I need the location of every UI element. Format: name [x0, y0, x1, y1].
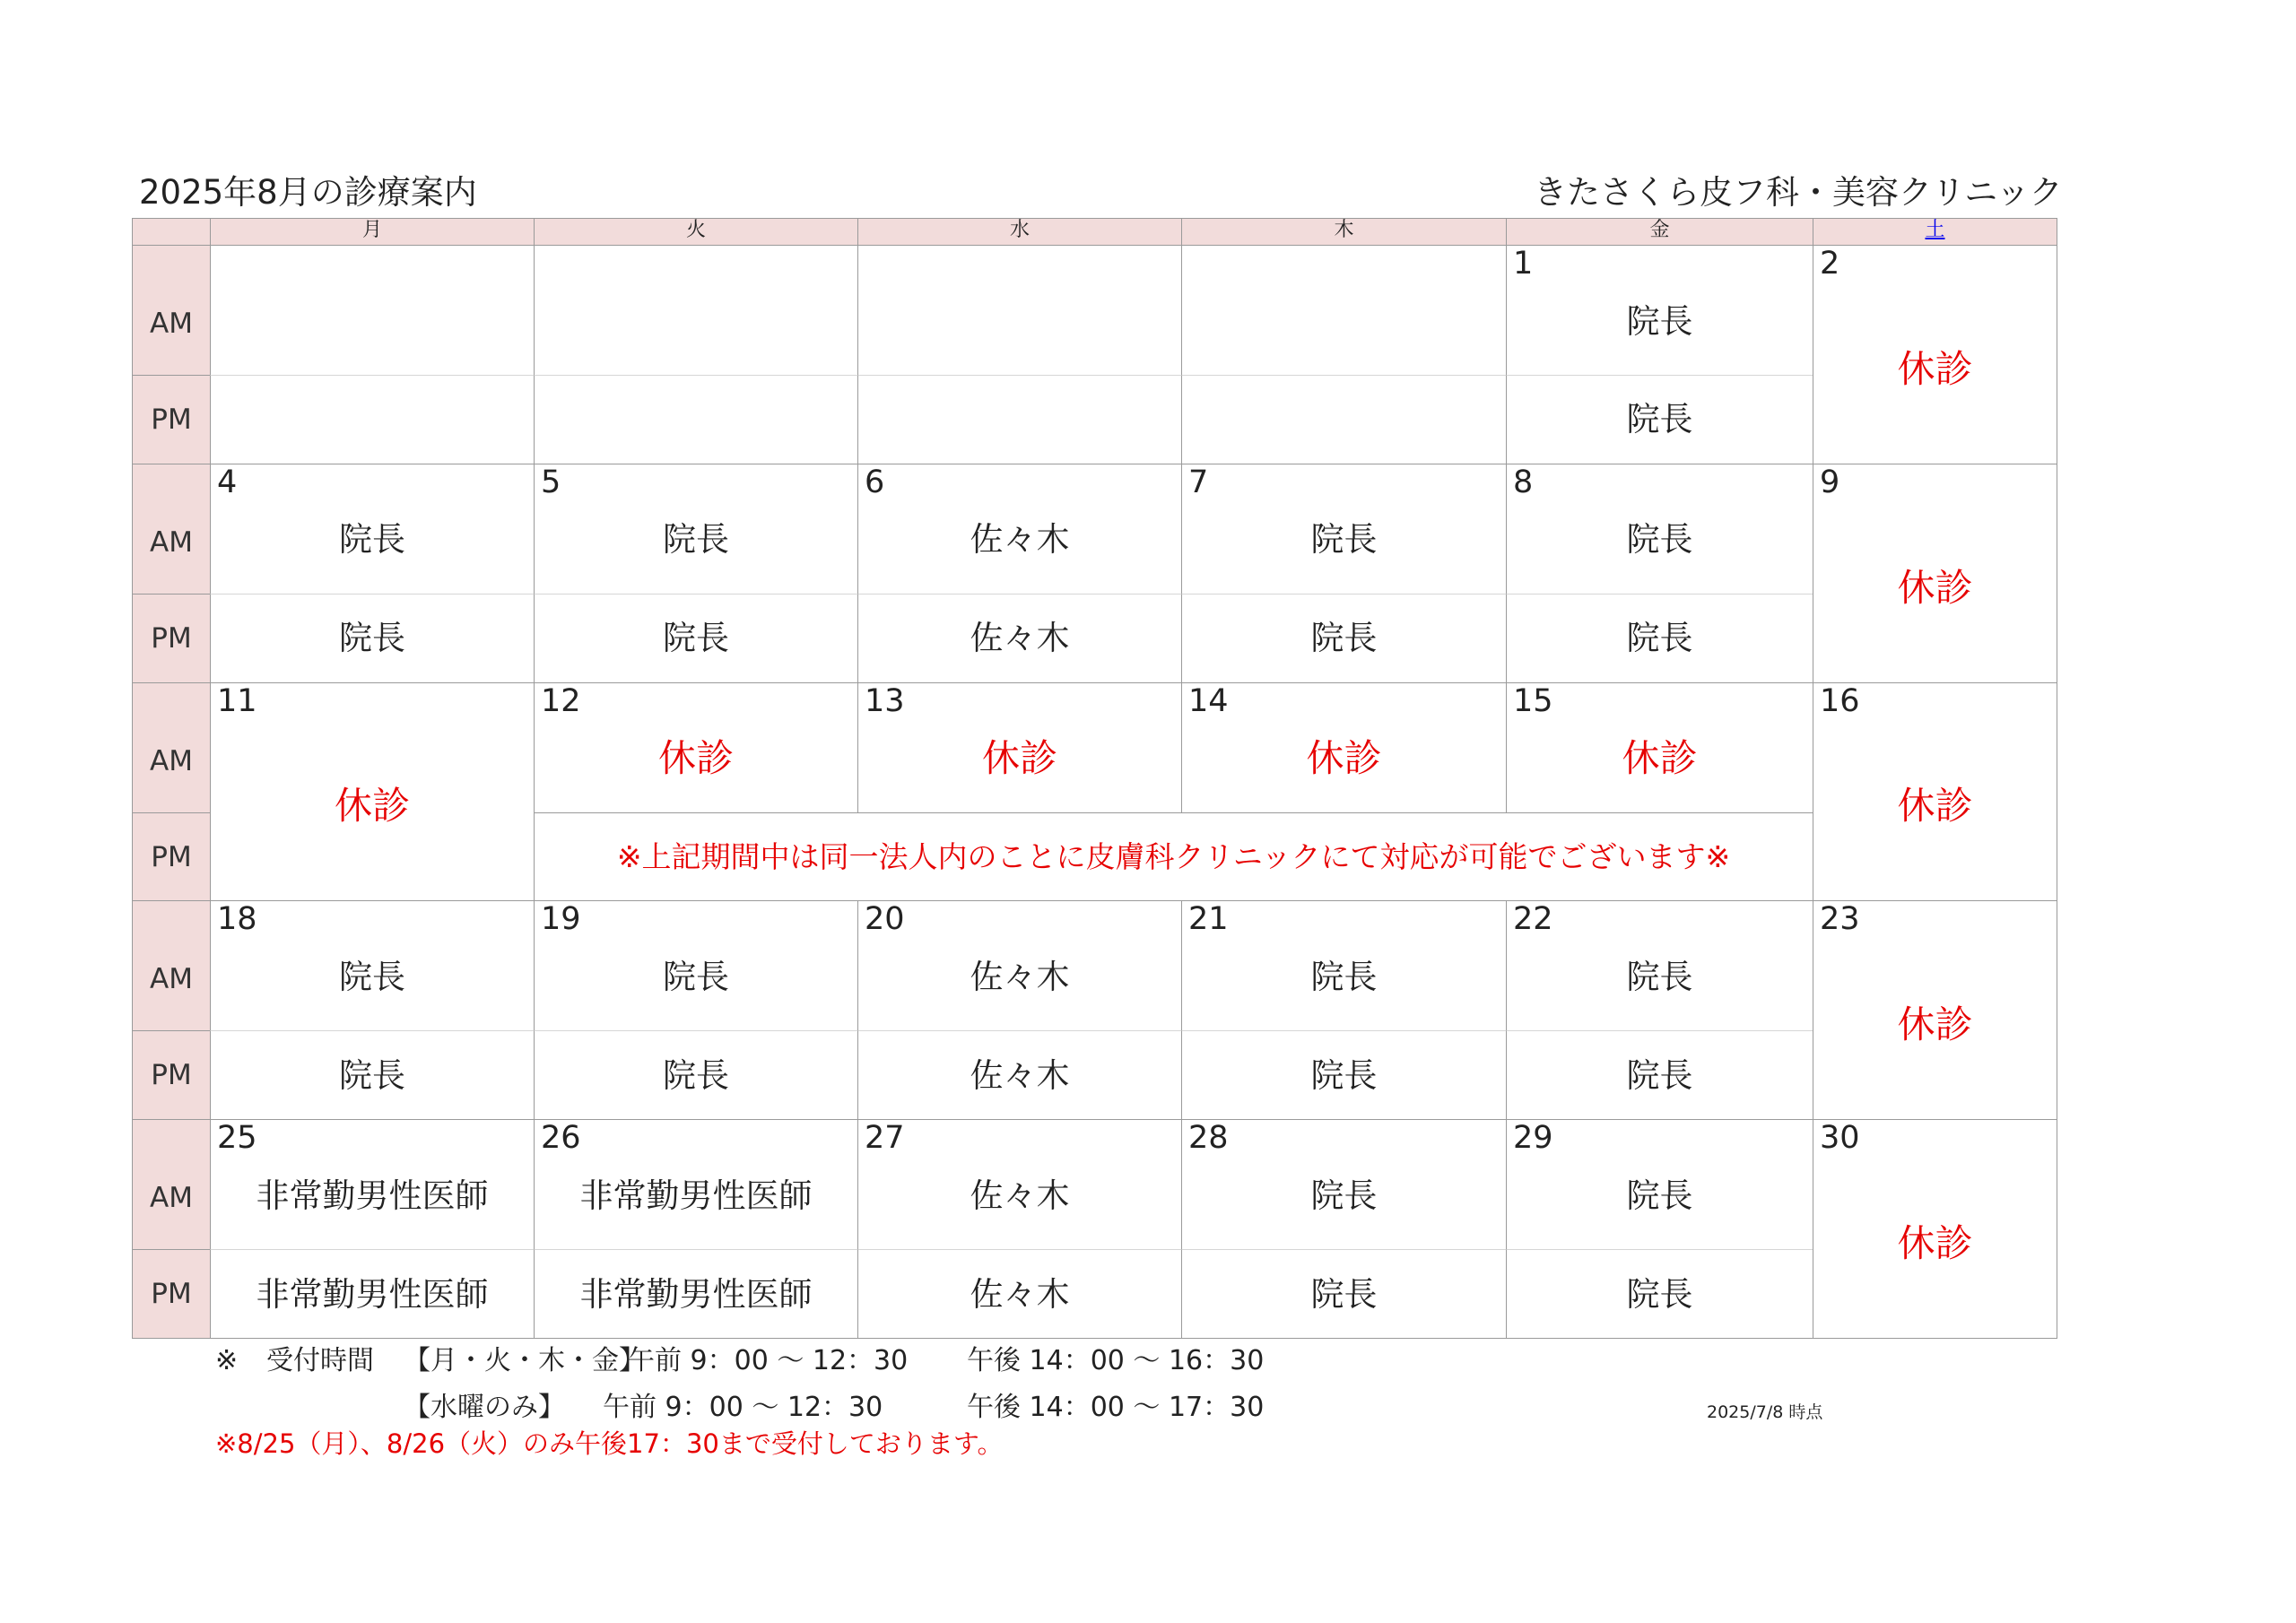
doctor-pm: 院長 — [1310, 1055, 1378, 1095]
closed-label: 休診 — [1622, 736, 1698, 781]
day-number: 13 — [865, 682, 905, 719]
day-cell-pm — [1506, 1249, 1813, 1339]
doctor-pm: 院長 — [663, 619, 729, 658]
day-cell-pm — [857, 375, 1182, 464]
day-number: 14 — [1188, 682, 1229, 719]
doctor-am: 院長 — [1626, 957, 1693, 996]
reception-label: 受付時間 — [266, 1345, 374, 1376]
weekday-header-1: 月 — [210, 218, 535, 246]
day-cell-pm — [1506, 1030, 1813, 1120]
am-label: AM — [132, 1119, 211, 1250]
doctor-am: 非常勤男性医師 — [256, 1176, 489, 1215]
day-number: 22 — [1513, 901, 1553, 938]
am-label: AM — [132, 900, 211, 1031]
weekday-header-6: 土 — [1813, 218, 2057, 246]
doctor-am: 院長 — [1310, 520, 1378, 560]
doctor-am: 院長 — [1310, 957, 1378, 996]
closed-label: 休診 — [1897, 1221, 1973, 1266]
day-cell-am — [1506, 464, 1813, 595]
day-number: 23 — [1820, 901, 1860, 938]
day-cell-pm — [534, 375, 858, 464]
day-cell-am — [534, 900, 858, 1031]
day-cell-pm — [1506, 375, 1813, 464]
day-cell-closed — [1813, 900, 2057, 1120]
day-cell-am — [1181, 900, 1507, 1031]
reception-am-1: 午前 9：00 ～ 12：30 — [628, 1345, 909, 1376]
pm-label: PM — [132, 1249, 211, 1339]
day-cell-closed — [1813, 1119, 2057, 1339]
day-cell-am — [857, 464, 1182, 595]
day-number: 18 — [217, 901, 257, 938]
day-cell-am — [534, 464, 858, 595]
closure-notice-cell — [534, 812, 1813, 902]
day-number: 11 — [217, 682, 257, 719]
day-cell-am — [210, 464, 535, 595]
day-cell-am — [857, 900, 1182, 1031]
day-cell-pm — [857, 1249, 1182, 1339]
am-label: AM — [132, 682, 211, 813]
doctor-pm: 院長 — [339, 619, 405, 658]
day-cell-pm — [534, 1249, 858, 1339]
doctor-am: 院長 — [663, 957, 729, 996]
pm-label: PM — [132, 375, 211, 464]
doctor-am: 佐々木 — [970, 1176, 1070, 1215]
weekday-header-5: 金 — [1506, 218, 1813, 246]
closed-label: 休診 — [334, 784, 410, 829]
day-number: 12 — [541, 682, 581, 719]
day-cell-pm — [1181, 594, 1507, 683]
weekday-header-3: 水 — [857, 218, 1182, 246]
doctor-am: 院長 — [339, 520, 405, 560]
day-cell-pm — [857, 594, 1182, 683]
doctor-pm: 院長 — [1310, 1274, 1378, 1314]
day-cell-am — [1506, 682, 1813, 813]
closed-label: 休診 — [657, 736, 734, 781]
day-cell-am — [1181, 245, 1507, 376]
as-of-date: 2025/7/8 時点 — [1707, 1402, 1823, 1422]
day-cell-am — [857, 682, 1182, 813]
day-cell-pm — [210, 1249, 535, 1339]
day-cell-pm — [534, 594, 858, 683]
day-number: 29 — [1513, 1120, 1553, 1157]
day-cell-am — [1181, 1119, 1507, 1250]
doctor-pm: 院長 — [663, 1055, 729, 1095]
day-cell-pm — [1506, 594, 1813, 683]
reception-days-2: 【水曜のみ】 — [404, 1392, 565, 1423]
day-cell-am — [1181, 682, 1507, 813]
day-number: 21 — [1188, 901, 1229, 938]
day-number: 2 — [1820, 246, 1840, 282]
doctor-am: 院長 — [1626, 301, 1693, 341]
doctor-am: 院長 — [1626, 520, 1693, 560]
doctor-am: 院長 — [339, 957, 405, 996]
doctor-pm: 佐々木 — [970, 1055, 1070, 1095]
day-number: 1 — [1513, 246, 1534, 282]
day-cell-am — [534, 1119, 858, 1250]
doctor-am: 院長 — [1626, 1176, 1693, 1215]
doctor-pm: 院長 — [1310, 619, 1378, 658]
day-number: 4 — [217, 464, 238, 500]
page-title: 2025年8月の診療案内 — [139, 173, 477, 212]
doctor-pm: 佐々木 — [970, 1274, 1070, 1314]
day-number: 7 — [1188, 464, 1209, 500]
day-number: 9 — [1820, 464, 1840, 500]
doctor-pm: 院長 — [1626, 1274, 1693, 1314]
reception-mark: ※ — [215, 1345, 239, 1376]
doctor-pm: 院長 — [1626, 619, 1693, 658]
day-cell-pm — [210, 594, 535, 683]
day-cell-pm — [534, 1030, 858, 1120]
weekday-header-2: 火 — [534, 218, 858, 246]
closed-label: 休診 — [1897, 1002, 1973, 1047]
day-number: 15 — [1513, 682, 1553, 719]
day-cell-closed — [1813, 245, 2057, 464]
doctor-am: 院長 — [1310, 1176, 1378, 1215]
day-cell-closed — [1813, 464, 2057, 683]
reception-pm-1: 午後 14：00 ～ 16：30 — [967, 1345, 1265, 1376]
header-corner-cell — [132, 218, 211, 246]
day-cell-closed — [1813, 682, 2057, 902]
day-cell-am — [210, 1119, 535, 1250]
weekday-header-4: 木 — [1181, 218, 1507, 246]
pm-label: PM — [132, 812, 211, 902]
reception-am-2: 午前 9：00 ～ 12：30 — [603, 1392, 883, 1423]
reception-days-1: 【月・火・木・金】 — [404, 1345, 646, 1376]
doctor-pm: 院長 — [339, 1055, 405, 1095]
day-cell-am — [857, 245, 1182, 376]
pm-label: PM — [132, 594, 211, 683]
day-cell-pm — [1181, 1030, 1507, 1120]
pm-label: PM — [132, 1030, 211, 1120]
closed-label: 休診 — [1897, 565, 1973, 610]
day-cell-pm — [1181, 1249, 1507, 1339]
doctor-pm: 非常勤男性医師 — [579, 1274, 813, 1314]
late-reception-note: ※8/25（月）、8/26（火）のみ午後17：30まで受付しております。 — [215, 1428, 1004, 1459]
day-cell-pm — [857, 1030, 1182, 1120]
closure-notice: ※上記期間中は同一法人内のことに皮膚科クリニックにて対応が可能でございます※ — [616, 838, 1731, 874]
clinic-name: きたさくら皮フ科・美容クリニック — [1534, 173, 2063, 212]
closed-label: 休診 — [1306, 736, 1382, 781]
day-number: 20 — [865, 901, 905, 938]
day-cell-am — [534, 245, 858, 376]
doctor-am: 佐々木 — [970, 520, 1070, 560]
schedule-calendar — [132, 218, 2057, 1329]
day-number: 19 — [541, 901, 581, 938]
day-cell-closed — [210, 682, 535, 902]
day-number: 8 — [1513, 464, 1534, 500]
doctor-pm: 院長 — [1626, 400, 1693, 439]
day-cell-am — [210, 900, 535, 1031]
day-cell-am — [1506, 245, 1813, 376]
day-cell-am — [1506, 900, 1813, 1031]
doctor-pm: 非常勤男性医師 — [256, 1274, 489, 1314]
day-number: 16 — [1820, 682, 1860, 719]
day-number: 30 — [1820, 1120, 1860, 1157]
am-label: AM — [132, 464, 211, 595]
day-cell-am — [534, 682, 858, 813]
day-cell-am — [857, 1119, 1182, 1250]
doctor-pm: 佐々木 — [970, 619, 1070, 658]
closed-label: 休診 — [981, 736, 1057, 781]
day-number: 5 — [541, 464, 561, 500]
day-cell-am — [1181, 464, 1507, 595]
day-cell-am — [1506, 1119, 1813, 1250]
day-number: 26 — [541, 1120, 581, 1157]
am-label: AM — [132, 245, 211, 376]
day-cell-am — [210, 245, 535, 376]
day-number: 25 — [217, 1120, 257, 1157]
reception-pm-2: 午後 14：00 ～ 17：30 — [967, 1392, 1265, 1423]
day-number: 27 — [865, 1120, 905, 1157]
doctor-pm: 院長 — [1626, 1055, 1693, 1095]
day-number: 6 — [865, 464, 885, 500]
closed-label: 休診 — [1897, 346, 1973, 391]
day-cell-pm — [210, 375, 535, 464]
doctor-am: 非常勤男性医師 — [579, 1176, 813, 1215]
day-cell-pm — [210, 1030, 535, 1120]
doctor-am: 院長 — [663, 520, 729, 560]
day-number: 28 — [1188, 1120, 1229, 1157]
doctor-am: 佐々木 — [970, 957, 1070, 996]
day-cell-pm — [1181, 375, 1507, 464]
closed-label: 休診 — [1897, 784, 1973, 829]
